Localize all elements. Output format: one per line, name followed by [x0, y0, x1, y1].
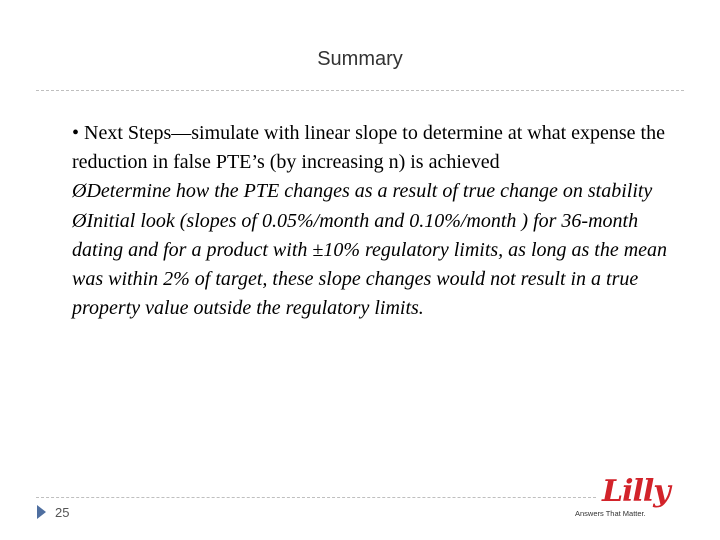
page-arrow-icon: [37, 505, 46, 519]
arrow-bullet-marker: Ø: [72, 180, 87, 203]
sub-bullet-item-initial-look: [72, 207, 672, 324]
sub-bullet-text: Determine how the PTE changes as a result of true change on stability: [86, 180, 653, 203]
sub-bullet-text: Initial look (slopes of 0.05%/month and 0.10%/month ) for 36-month dating and for a product with ±10% regulatory limits, as long as the mean was within 2% of target, these slope changes would not result in a true property value outside the regulatory limits.: [72, 209, 668, 320]
slide-content: [72, 119, 672, 323]
bullet-item-next-steps: [72, 119, 672, 177]
arrow-bullet-marker: Ø: [72, 209, 87, 232]
title-divider: [36, 90, 684, 91]
slide-title: Summary: [317, 48, 403, 70]
lilly-logo: [572, 474, 694, 524]
footer-divider: [36, 497, 596, 498]
logo-wordmark: Lilly: [602, 474, 670, 509]
page-number: 25: [55, 505, 70, 520]
bullet-marker: •: [72, 122, 85, 144]
bullet-text: Next Steps—simulate with linear slope to determine at what expense the reduction in false PTE’s (by increasing n) is achieved: [72, 122, 665, 174]
logo-tagline: Answers That Matter.: [575, 509, 646, 518]
sub-bullet-item-determine: [72, 177, 672, 206]
